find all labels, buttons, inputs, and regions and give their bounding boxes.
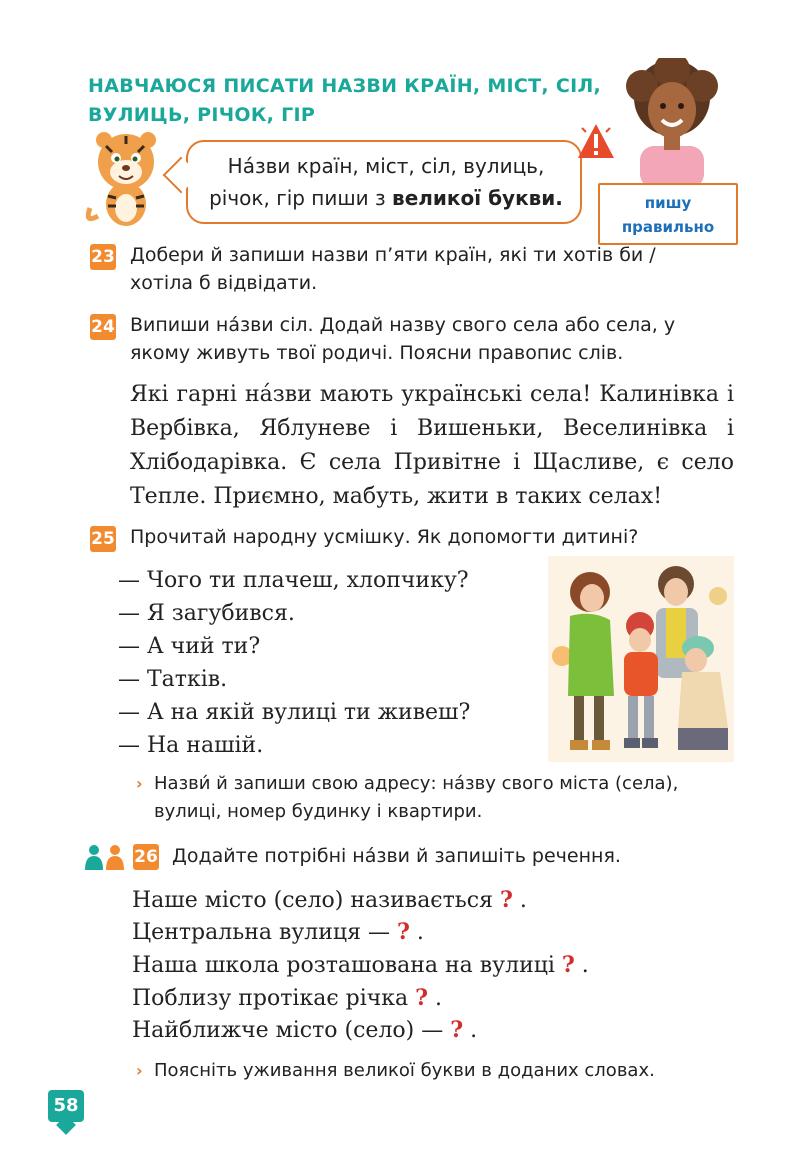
task-25-text: Прочитай народну усмішку. Як допомогти дитині? [130, 526, 639, 548]
task-24-badge: 24 [90, 314, 116, 340]
sentence-4: Поблизу протікає річка ? . [132, 985, 443, 1011]
dialog-line: — Татків. [118, 667, 228, 692]
dialog-line: — А чий ти? [118, 634, 261, 659]
children-illustration [548, 556, 734, 762]
question-mark: ? [561, 952, 575, 978]
sentence-text: Центральна вулиця — [132, 920, 390, 945]
hint-box [598, 183, 738, 245]
task-24-story: Які гарні на́зви мають українські села! Калинівка і Вербівка, Яблуневе і Вишеньки, Веселинівка і Хлібодарівка. Є села Привітне і Щасливе, є село Тепле. Приємно, мабуть, жити в таких селах! [130, 382, 734, 509]
dialog-line: — А на якій вулиці ти живеш? [118, 700, 471, 725]
task-25-subtask: Назви́ й запиши свою адресу: на́зву свого міста (села), вулиці, номер будинку і квартири. [154, 773, 679, 822]
tiger-illustration [78, 126, 174, 230]
subtask-arrow-icon: › [136, 774, 143, 793]
sentence-2: Центральна вулиця — ? . [132, 919, 424, 945]
sentence-text: Наше місто (село) називається [132, 888, 493, 913]
sentence-1: Наше місто (село) називається ? . [132, 887, 527, 913]
dialog-line: — Я загубився. [118, 601, 295, 626]
dialog-line: — На нашій. [118, 733, 264, 758]
question-mark: ? [450, 1017, 464, 1043]
sentence-5: Найближче місто (село) — ? . [132, 1017, 478, 1043]
task-24-text: Випиши на́зви сіл. Додай назву свого села або села, у якому живуть твої родичі. Поясни правопис слів. [130, 314, 676, 364]
rule-text-bold: великої букви. [392, 186, 563, 210]
task-26-subtask: Поясніть уживання великої букви в доданих словах. [154, 1060, 655, 1081]
question-mark: ? [499, 887, 513, 913]
dialog-line: — Чого ти плачеш, хлопчику? [118, 568, 469, 593]
task-26-badge: 26 [133, 844, 159, 870]
hint-line-2: правильно [621, 218, 715, 236]
question-mark: ? [415, 985, 429, 1011]
sentence-text: Поблизу протікає річка [132, 986, 409, 1011]
rule-text-plain: На́зви країн, міст, сіл, вулиць, річок, гір пиши з [209, 154, 545, 210]
section-title: НАВЧАЮСЯ ПИСАТИ НАЗВИ КРАЇН, МІСТ, СІЛ, ВУЛИЦЬ, РІЧОК, ГІР [88, 75, 602, 126]
pair-work-icon [84, 844, 126, 870]
sentence-text: Найближче місто (село) — [132, 1018, 444, 1043]
subtask-arrow-icon: › [136, 1061, 143, 1080]
task-23-text: Добери й запиши назви п’яти країн, які ти хотів би / хотіла б відвідати. [130, 244, 656, 294]
sentence-3: Наша школа розташована на вулиці ? . [132, 952, 589, 978]
rule-text [200, 150, 572, 214]
page-number: 58 [48, 1090, 84, 1122]
hint-line-1: пишу [644, 194, 692, 212]
question-mark: ? [396, 919, 410, 945]
girl-illustration [612, 58, 732, 188]
task-25-badge: 25 [90, 526, 116, 552]
sentence-text: Наша школа розташована на вулиці [132, 953, 555, 978]
task-23-badge: 23 [90, 244, 116, 270]
task-26-text: Додайте потрібні на́зви й запишіть речення. [172, 845, 621, 867]
warning-icon [576, 122, 616, 160]
